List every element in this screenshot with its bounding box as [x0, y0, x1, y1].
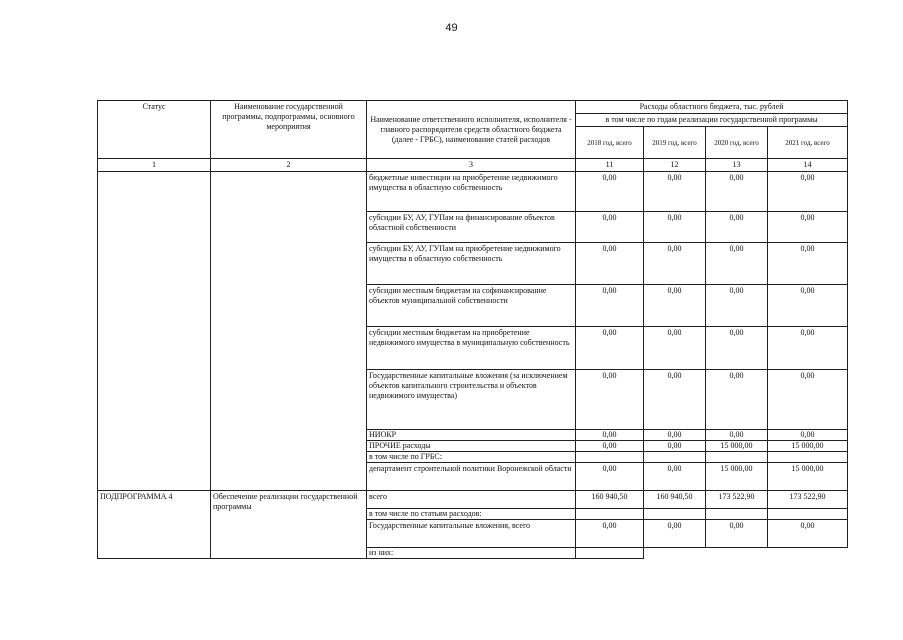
row-label: субсидии БУ, АУ, ГУПам на приобретение недвижимого имущества в областную собственность [367, 243, 576, 285]
row-value: 0,00 [576, 463, 644, 491]
row-value: 0,00 [644, 430, 706, 441]
row-label: субсидии местным бюджетам на приобретение недвижимого имущества в муниципальную собственность [367, 327, 576, 370]
column-number: 12 [644, 159, 706, 172]
row-label: субсидии БУ, АУ, ГУПам на финансирование объектов областной собственности [367, 212, 576, 243]
subprogram-status: ПОДПРОГРАММА 4 [98, 491, 211, 559]
row-value: 0,00 [706, 520, 768, 548]
row-value [768, 452, 848, 463]
header-program-name: Наименование государственной программы, подпрограммы, основного мероприятия [211, 101, 367, 159]
row-value: 0,00 [644, 212, 706, 243]
header-by-years: в том числе по годам реализации государственной программы [576, 114, 848, 127]
row-value: 0,00 [576, 172, 644, 212]
row-label: ПРОЧИЕ расходы [367, 441, 576, 452]
row-label: НИОКР [367, 430, 576, 441]
empty-cell [706, 548, 768, 559]
row-value: 0,00 [706, 212, 768, 243]
row-value [576, 509, 644, 520]
table-row [98, 172, 848, 212]
row-label: Государственные капитальные вложения (за исключением объектов капитального строительства и объектов недвижимого имущества) [367, 370, 576, 430]
row-value: 0,00 [706, 243, 768, 285]
row-value: 0,00 [576, 520, 644, 548]
row-value: 160 940,50 [576, 491, 644, 509]
row-value: 0,00 [706, 370, 768, 430]
budget-table [97, 100, 848, 559]
row-value: 173 522,90 [768, 491, 848, 509]
row-value: 0,00 [768, 327, 848, 370]
row-label: из них: [367, 548, 576, 559]
row-value: 0,00 [576, 285, 644, 327]
row-value: 0,00 [768, 172, 848, 212]
row-value: 0,00 [706, 430, 768, 441]
row-value [706, 509, 768, 520]
row-value: 0,00 [644, 463, 706, 491]
row-value: 0,00 [768, 212, 848, 243]
row-value: 0,00 [644, 370, 706, 430]
row-value: 173 522,90 [706, 491, 768, 509]
column-number: 11 [576, 159, 644, 172]
page-number: 49 [445, 22, 458, 34]
header-year-2018: 2018 год, всего [576, 127, 644, 159]
row-value: 15 000,00 [706, 463, 768, 491]
row-value: 0,00 [576, 370, 644, 430]
row-value: 160 940,50 [644, 491, 706, 509]
row-value: 0,00 [768, 370, 848, 430]
row-value [576, 452, 644, 463]
header-year-2020: 2020 год, всего [706, 127, 768, 159]
row-value: 0,00 [576, 430, 644, 441]
row-value: 0,00 [576, 441, 644, 452]
row-label: Государственные капитальные вложения, всего [367, 520, 576, 548]
row-value: 0,00 [644, 243, 706, 285]
row-label: департамент строительной политики Воронежской области [367, 463, 576, 491]
row-value: 0,00 [644, 441, 706, 452]
row-value: 0,00 [576, 243, 644, 285]
row-value: 0,00 [706, 327, 768, 370]
row-value: 15 000,00 [706, 441, 768, 452]
row-value: 0,00 [644, 520, 706, 548]
empty-status-cell [98, 172, 211, 491]
row-value: 0,00 [644, 285, 706, 327]
column-number: 14 [768, 159, 848, 172]
row-value [644, 509, 706, 520]
row-value: 0,00 [576, 327, 644, 370]
row-value: 15 000,00 [768, 441, 848, 452]
empty-cell [768, 548, 848, 559]
row-label: бюджетные инвестиции на приобретение недвижимого имущества в областную собственность [367, 172, 576, 212]
row-label: в том числе по ГРБС: [367, 452, 576, 463]
row-value: 0,00 [644, 172, 706, 212]
row-value [576, 548, 644, 559]
row-value: 0,00 [768, 243, 848, 285]
row-value: 0,00 [644, 327, 706, 370]
empty-program-cell [211, 172, 367, 491]
header-executor: Наименование ответственного исполнителя, исполнителя - главного распорядителя средств областного бюджета (далее - ГРБС), наименование статей расходов [367, 101, 576, 159]
column-number: 13 [706, 159, 768, 172]
row-label: всего [367, 491, 576, 509]
empty-cell [644, 548, 706, 559]
row-value: 0,00 [706, 285, 768, 327]
row-value [644, 452, 706, 463]
row-value [768, 509, 848, 520]
row-value: 0,00 [768, 430, 848, 441]
row-label: субсидии местным бюджетам на софинансирование объектов муниципальной собственности [367, 285, 576, 327]
column-number: 3 [367, 159, 576, 172]
table-row [98, 491, 848, 509]
row-label: в том числе по статьям расходов: [367, 509, 576, 520]
row-value: 15 000,00 [768, 463, 848, 491]
row-value [706, 452, 768, 463]
subprogram-name: Обеспечение реализации государственной программы [211, 491, 367, 559]
row-value: 0,00 [768, 520, 848, 548]
row-value: 0,00 [768, 285, 848, 327]
header-year-2021: 2021 год, всего [768, 127, 848, 159]
header-expenses: Расходы областного бюджета, тыс. рублей [576, 101, 848, 114]
header-year-2019: 2019 год, всего [644, 127, 706, 159]
header-status: Статус [98, 101, 211, 159]
column-number: 1 [98, 159, 211, 172]
row-value: 0,00 [706, 172, 768, 212]
column-number: 2 [211, 159, 367, 172]
row-value: 0,00 [576, 212, 644, 243]
